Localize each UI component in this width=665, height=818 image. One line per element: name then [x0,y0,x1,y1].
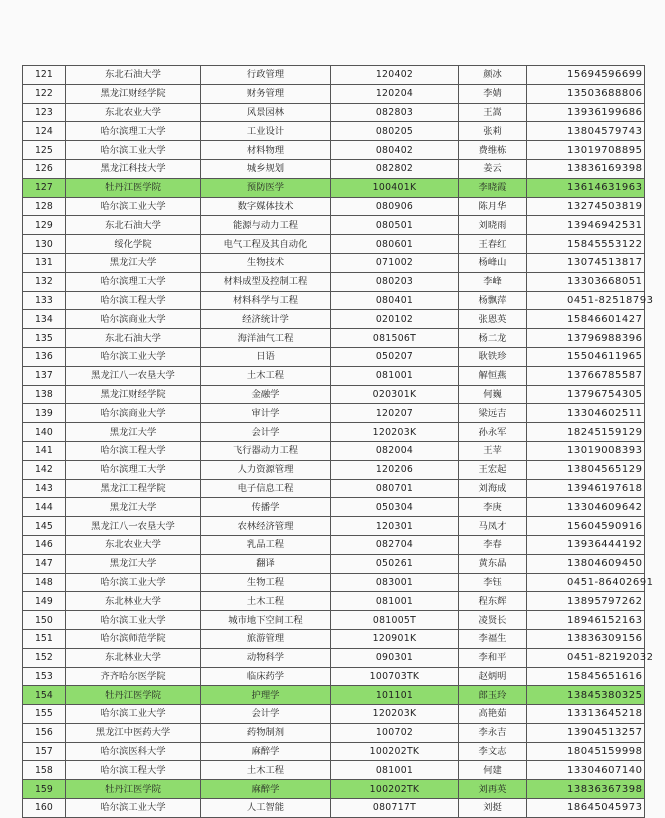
contact-name-cell: 张莉 [459,122,527,141]
school-cell: 哈尔滨工业大学 [66,197,201,216]
phone-cell: 13804579743 [527,122,645,141]
major-cell: 电气工程及其自动化 [201,235,331,254]
row-number: 142 [23,460,66,479]
school-cell: 哈尔滨医科大学 [66,742,201,761]
row-number: 156 [23,723,66,742]
phone-cell: 13836169398 [527,159,645,178]
phone-cell: 13074513817 [527,253,645,272]
contact-name-cell: 高艳茹 [459,705,527,724]
major-cell: 生物技术 [201,253,331,272]
row-number: 154 [23,686,66,705]
major-code-cell: 081001 [331,592,459,611]
school-cell: 哈尔滨工业大学 [66,799,201,818]
major-cell: 土木工程 [201,366,331,385]
contact-name-cell: 王苹 [459,441,527,460]
contact-name-cell: 李婧 [459,84,527,103]
row-number: 147 [23,554,66,573]
major-cell: 麻醉学 [201,742,331,761]
contact-name-cell: 王宏起 [459,460,527,479]
phone-cell: 0451-86402691 [527,573,645,592]
phone-cell: 13503688806 [527,84,645,103]
phone-cell: 13836309156 [527,629,645,648]
school-cell: 哈尔滨工程大学 [66,761,201,780]
contact-name-cell: 杨二龙 [459,329,527,348]
row-number: 143 [23,479,66,498]
contact-name-cell: 耿铁珍 [459,347,527,366]
table-row [23,310,645,329]
major-code-cell: 120901K [331,629,459,648]
phone-cell: 13274503819 [527,197,645,216]
phone-cell: 15694596699 [527,66,645,85]
phone-cell: 0451-82192032 [527,648,645,667]
school-cell: 哈尔滨理工大学 [66,122,201,141]
major-code-cell: 100401K [331,178,459,197]
contact-name-cell: 刘再英 [459,780,527,799]
major-code-cell: 020301K [331,385,459,404]
major-code-cell: 100703TK [331,667,459,686]
phone-cell: 13895797262 [527,592,645,611]
school-cell: 哈尔滨商业大学 [66,404,201,423]
contact-name-cell: 何巍 [459,385,527,404]
major-cell: 农林经济管理 [201,517,331,536]
major-cell: 海洋油气工程 [201,329,331,348]
table-row [23,404,645,423]
contact-name-cell: 颜冰 [459,66,527,85]
school-cell: 东北农业大学 [66,535,201,554]
table-row [23,629,645,648]
contact-table [22,65,654,818]
table-row [23,159,645,178]
major-cell: 财务管理 [201,84,331,103]
phone-cell: 18946152163 [527,611,645,630]
table-row [23,366,645,385]
major-cell: 翻译 [201,554,331,573]
contact-name-cell: 李春 [459,535,527,554]
row-number: 121 [23,66,66,85]
row-number: 126 [23,159,66,178]
contact-name-cell: 李文志 [459,742,527,761]
table-row [23,216,645,235]
major-cell: 临床药学 [201,667,331,686]
phone-cell: 13304602511 [527,404,645,423]
school-cell: 哈尔滨工程大学 [66,291,201,310]
phone-cell: 13936444192 [527,535,645,554]
table-row [23,66,645,85]
major-cell: 城市地下空间工程 [201,611,331,630]
school-cell: 哈尔滨工业大学 [66,141,201,160]
major-cell: 城乡规划 [201,159,331,178]
phone-cell: 13313645218 [527,705,645,724]
table-row [23,573,645,592]
table-row [23,441,645,460]
school-cell: 牡丹江医学院 [66,780,201,799]
row-number: 146 [23,535,66,554]
phone-cell: 13614631963 [527,178,645,197]
contact-name-cell: 黄东晶 [459,554,527,573]
school-cell: 黑龙江大学 [66,498,201,517]
contact-name-cell: 李永吉 [459,723,527,742]
contact-name-cell: 李和平 [459,648,527,667]
major-code-cell: 081001 [331,366,459,385]
major-code-cell: 120203K [331,423,459,442]
school-cell: 哈尔滨理工大学 [66,460,201,479]
phone-cell: 18245159129 [527,423,645,442]
phone-cell: 15845553122 [527,235,645,254]
major-cell: 材料成型及控制工程 [201,272,331,291]
row-number: 138 [23,385,66,404]
table-row [23,253,645,272]
school-cell: 黑龙江八一农垦大学 [66,366,201,385]
school-cell: 东北农业大学 [66,103,201,122]
school-cell: 东北石油大学 [66,216,201,235]
phone-cell: 0451-82518793 [527,291,645,310]
table-row [23,667,645,686]
row-number: 152 [23,648,66,667]
major-cell: 护理学 [201,686,331,705]
contact-name-cell: 姜云 [459,159,527,178]
contact-name-cell: 李峰 [459,272,527,291]
row-number: 123 [23,103,66,122]
school-cell: 哈尔滨工业大学 [66,705,201,724]
row-number: 133 [23,291,66,310]
major-cell: 审计学 [201,404,331,423]
table-row [23,498,645,517]
school-cell: 黑龙江八一农垦大学 [66,517,201,536]
phone-cell: 18045159998 [527,742,645,761]
major-cell: 旅游管理 [201,629,331,648]
contact-name-cell: 赵炳明 [459,667,527,686]
table-row [23,84,645,103]
contact-name-cell: 刘晓雨 [459,216,527,235]
data-table-sheet [22,65,654,818]
school-cell: 哈尔滨工业大学 [66,347,201,366]
major-code-cell: 100702 [331,723,459,742]
row-number: 136 [23,347,66,366]
school-cell: 哈尔滨工业大学 [66,573,201,592]
table-row [23,799,645,818]
table-row [23,291,645,310]
major-cell: 工业设计 [201,122,331,141]
major-cell: 生物工程 [201,573,331,592]
phone-cell: 15846601427 [527,310,645,329]
major-cell: 电子信息工程 [201,479,331,498]
contact-name-cell: 郎玉玲 [459,686,527,705]
phone-cell: 15504611965 [527,347,645,366]
contact-name-cell: 李晓霞 [459,178,527,197]
row-number: 157 [23,742,66,761]
major-code-cell: 050304 [331,498,459,517]
major-code-cell: 081001 [331,761,459,780]
major-cell: 传播学 [201,498,331,517]
school-cell: 哈尔滨工程大学 [66,441,201,460]
major-code-cell: 100202TK [331,742,459,761]
contact-name-cell: 李庚 [459,498,527,517]
row-number: 130 [23,235,66,254]
major-code-cell: 080205 [331,122,459,141]
phone-cell: 13304609642 [527,498,645,517]
school-cell: 黑龙江大学 [66,253,201,272]
school-cell: 东北林业大学 [66,592,201,611]
phone-cell: 13836367398 [527,780,645,799]
major-cell: 土木工程 [201,592,331,611]
row-number: 158 [23,761,66,780]
table-row [23,742,645,761]
phone-cell: 13303668051 [527,272,645,291]
contact-name-cell: 杨峰山 [459,253,527,272]
school-cell: 黑龙江工程学院 [66,479,201,498]
contact-name-cell: 李钰 [459,573,527,592]
table-row [23,723,645,742]
school-cell: 黑龙江中医药大学 [66,723,201,742]
major-cell: 行政管理 [201,66,331,85]
major-code-cell: 120301 [331,517,459,536]
contact-name-cell: 费维栋 [459,141,527,160]
major-cell: 药物制剂 [201,723,331,742]
table-row [23,235,645,254]
contact-name-cell: 何建 [459,761,527,780]
contact-name-cell: 陈月华 [459,197,527,216]
table-row [23,761,645,780]
contact-name-cell: 刘挺 [459,799,527,818]
table-row [23,648,645,667]
contact-name-cell: 李福生 [459,629,527,648]
phone-cell: 13845380325 [527,686,645,705]
major-code-cell: 080601 [331,235,459,254]
table-row [23,423,645,442]
row-number: 128 [23,197,66,216]
contact-name-cell: 刘海成 [459,479,527,498]
major-code-cell: 081005T [331,611,459,630]
major-code-cell: 100202TK [331,780,459,799]
row-number: 139 [23,404,66,423]
table-row-highlighted [23,780,645,799]
major-code-cell: 120402 [331,66,459,85]
row-number: 137 [23,366,66,385]
major-code-cell: 080701 [331,479,459,498]
contact-name-cell: 张恩英 [459,310,527,329]
table-row [23,460,645,479]
row-number: 127 [23,178,66,197]
school-cell: 绥化学院 [66,235,201,254]
phone-cell: 18645045973 [527,799,645,818]
major-cell: 人工智能 [201,799,331,818]
major-cell: 预防医学 [201,178,331,197]
contact-name-cell: 解恒燕 [459,366,527,385]
table-row [23,535,645,554]
major-code-cell: 120206 [331,460,459,479]
major-code-cell: 050261 [331,554,459,573]
phone-cell: 13019708895 [527,141,645,160]
major-code-cell: 120203K [331,705,459,724]
table-row [23,385,645,404]
row-number: 129 [23,216,66,235]
school-cell: 黑龙江大学 [66,554,201,573]
major-cell: 经济统计学 [201,310,331,329]
phone-cell: 13019008393 [527,441,645,460]
contact-name-cell: 杨飘萍 [459,291,527,310]
row-number: 151 [23,629,66,648]
phone-cell: 13304607140 [527,761,645,780]
table-row [23,122,645,141]
school-cell: 哈尔滨理工大学 [66,272,201,291]
major-cell: 材料科学与工程 [201,291,331,310]
major-code-cell: 071002 [331,253,459,272]
table-row [23,329,645,348]
major-cell: 麻醉学 [201,780,331,799]
phone-cell: 13796754305 [527,385,645,404]
phone-cell: 13904513257 [527,723,645,742]
row-number: 153 [23,667,66,686]
major-cell: 材料物理 [201,141,331,160]
table-row [23,141,645,160]
school-cell: 东北林业大学 [66,648,201,667]
row-number: 124 [23,122,66,141]
phone-cell: 13766785587 [527,366,645,385]
school-cell: 齐齐哈尔医学院 [66,667,201,686]
major-cell: 土木工程 [201,761,331,780]
school-cell: 哈尔滨师范学院 [66,629,201,648]
major-code-cell: 080401 [331,291,459,310]
table-row [23,611,645,630]
row-number: 135 [23,329,66,348]
phone-cell: 13946197618 [527,479,645,498]
row-number: 122 [23,84,66,103]
major-cell: 人力资源管理 [201,460,331,479]
school-cell: 东北石油大学 [66,329,201,348]
row-number: 144 [23,498,66,517]
row-number: 160 [23,799,66,818]
row-number: 145 [23,517,66,536]
school-cell: 牡丹江医学院 [66,686,201,705]
table-row [23,479,645,498]
major-code-cell: 080906 [331,197,459,216]
phone-cell: 13804565129 [527,460,645,479]
row-number: 159 [23,780,66,799]
table-row [23,103,645,122]
major-code-cell: 080717T [331,799,459,818]
contact-name-cell: 凌贤长 [459,611,527,630]
row-number: 155 [23,705,66,724]
major-code-cell: 120204 [331,84,459,103]
major-cell: 日语 [201,347,331,366]
major-cell: 金融学 [201,385,331,404]
row-number: 150 [23,611,66,630]
phone-cell: 15604590916 [527,517,645,536]
row-number: 140 [23,423,66,442]
row-number: 125 [23,141,66,160]
major-code-cell: 020102 [331,310,459,329]
table-row-highlighted [23,686,645,705]
major-cell: 飞行器动力工程 [201,441,331,460]
school-cell: 牡丹江医学院 [66,178,201,197]
school-cell: 黑龙江财经学院 [66,84,201,103]
contact-name-cell: 马凤才 [459,517,527,536]
major-code-cell: 120207 [331,404,459,423]
major-code-cell: 082802 [331,159,459,178]
row-number: 149 [23,592,66,611]
major-cell: 会计学 [201,423,331,442]
phone-cell: 13796988396 [527,329,645,348]
phone-cell: 13946942531 [527,216,645,235]
row-number: 132 [23,272,66,291]
major-code-cell: 082803 [331,103,459,122]
major-cell: 动物科学 [201,648,331,667]
school-cell: 黑龙江科技大学 [66,159,201,178]
major-code-cell: 090301 [331,648,459,667]
school-cell: 哈尔滨工业大学 [66,611,201,630]
school-cell: 哈尔滨商业大学 [66,310,201,329]
table-row [23,554,645,573]
contact-name-cell: 程东辉 [459,592,527,611]
contact-name-cell: 王嵩 [459,103,527,122]
major-code-cell: 080203 [331,272,459,291]
row-number: 148 [23,573,66,592]
major-cell: 数字媒体技术 [201,197,331,216]
major-cell: 风景园林 [201,103,331,122]
contact-name-cell: 孙永军 [459,423,527,442]
phone-cell: 13804609450 [527,554,645,573]
phone-cell: 15845651616 [527,667,645,686]
major-cell: 能源与动力工程 [201,216,331,235]
major-code-cell: 081506T [331,329,459,348]
table-row [23,197,645,216]
contact-name-cell: 王春红 [459,235,527,254]
major-code-cell: 080402 [331,141,459,160]
major-code-cell: 050207 [331,347,459,366]
table-row [23,592,645,611]
school-cell: 黑龙江财经学院 [66,385,201,404]
major-code-cell: 082004 [331,441,459,460]
table-row [23,272,645,291]
row-number: 134 [23,310,66,329]
row-number: 141 [23,441,66,460]
table-row-highlighted [23,178,645,197]
phone-cell: 13936199686 [527,103,645,122]
row-number: 131 [23,253,66,272]
table-row [23,347,645,366]
school-cell: 黑龙江大学 [66,423,201,442]
school-cell: 东北石油大学 [66,66,201,85]
major-code-cell: 083001 [331,573,459,592]
major-cell: 乳品工程 [201,535,331,554]
table-row [23,705,645,724]
major-code-cell: 101101 [331,686,459,705]
major-code-cell: 082704 [331,535,459,554]
table-row [23,517,645,536]
contact-name-cell: 梁远吉 [459,404,527,423]
major-code-cell: 080501 [331,216,459,235]
major-cell: 会计学 [201,705,331,724]
